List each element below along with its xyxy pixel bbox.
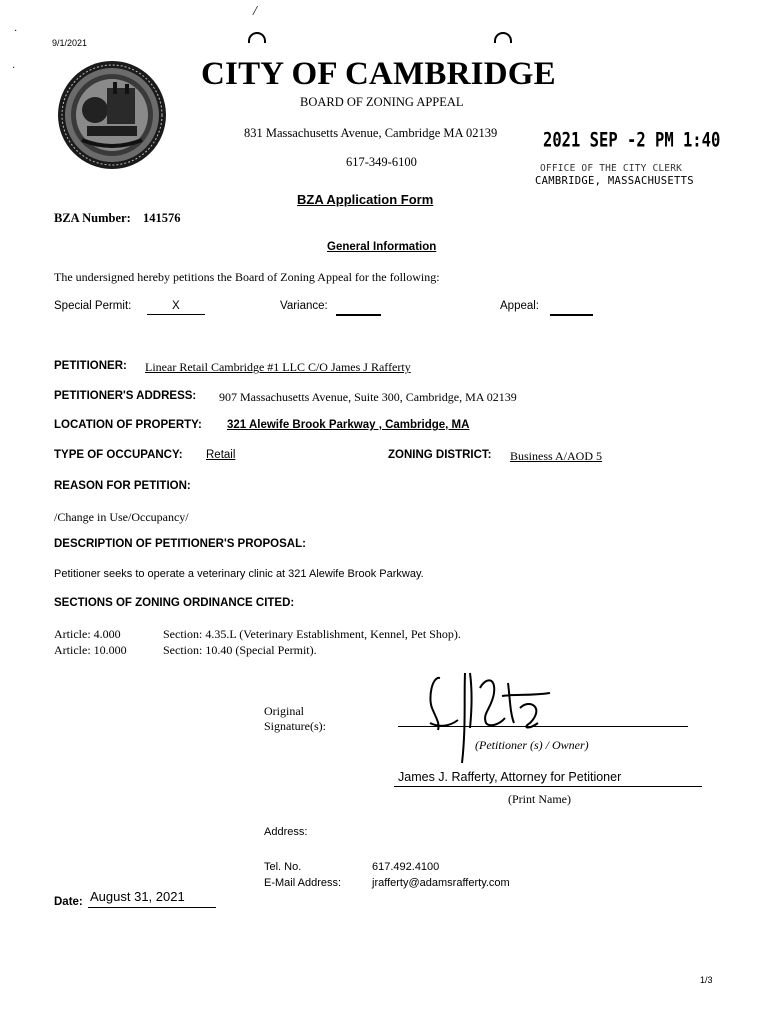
signature-line bbox=[398, 726, 688, 727]
petitioner-label: PETITIONER: bbox=[54, 360, 127, 372]
city-phone: 617-349-6100 bbox=[346, 155, 417, 169]
appeal-label: Appeal: bbox=[500, 300, 540, 312]
email-value: jrafferty@adamsrafferty.com bbox=[372, 877, 510, 889]
board-name: BOARD OF ZONING APPEAL bbox=[300, 95, 464, 109]
address-label: Address: bbox=[264, 826, 308, 838]
section-row-article: Article: 4.000 bbox=[54, 627, 121, 641]
page-number: 1/3 bbox=[700, 975, 713, 985]
city-title: CITY OF CAMBRIDGE bbox=[201, 56, 556, 92]
reason-label: REASON FOR PETITION: bbox=[54, 480, 191, 492]
occupancy-value: Retail bbox=[206, 449, 236, 461]
location-label: LOCATION OF PROPERTY: bbox=[54, 419, 202, 431]
section-row-section: Section: 10.40 (Special Permit). bbox=[163, 643, 317, 657]
scan-tick-right bbox=[494, 32, 512, 43]
petitioner-owner-caption: (Petitioner (s) / Owner) bbox=[475, 738, 589, 752]
proposal-value: Petitioner seeks to operate a veterinary clinic at 321 Alewife Brook Parkway. bbox=[54, 568, 424, 580]
date-line bbox=[88, 907, 216, 908]
city-seal-icon bbox=[57, 60, 167, 170]
variance-label: Variance: bbox=[280, 300, 328, 312]
zoning-district-value: Business A/AOD 5 bbox=[510, 449, 603, 463]
sections-label: SECTIONS OF ZONING ORDINANCE CITED: bbox=[54, 597, 295, 609]
print-name-value: James J. Rafferty, Attorney for Petitioner bbox=[398, 770, 622, 784]
petitioner-address-label: PETITIONER'S ADDRESS: bbox=[54, 390, 197, 402]
clerk-stamp-time: 2021 SEP -2 PM 1:40 bbox=[543, 129, 721, 152]
special-permit-label: Special Permit: bbox=[54, 300, 132, 312]
handwritten-signature-icon bbox=[410, 668, 560, 768]
occupancy-label: TYPE OF OCCUPANCY: bbox=[54, 449, 183, 461]
scan-mark: / bbox=[253, 4, 257, 19]
print-date: 9/1/2021 bbox=[52, 38, 88, 48]
tel-value: 617.492.4100 bbox=[372, 861, 440, 873]
date-value: August 31, 2021 bbox=[90, 889, 185, 904]
date-label: Date: bbox=[54, 896, 83, 908]
petitioner-address-value: 907 Massachusetts Avenue, Suite 300, Cambridge, MA 02139 bbox=[219, 390, 517, 404]
tel-label: Tel. No. bbox=[264, 861, 302, 873]
petition-intro: The undersigned hereby petitions the Board of Zoning Appeal for the following: bbox=[54, 270, 440, 284]
print-name-line bbox=[394, 786, 702, 787]
scan-tick-left bbox=[248, 32, 266, 43]
bza-number-value: 141576 bbox=[143, 211, 181, 225]
print-name-caption: (Print Name) bbox=[508, 792, 571, 806]
special-permit-value: X bbox=[172, 300, 180, 312]
form-title: BZA Application Form bbox=[297, 192, 434, 207]
appeal-blank bbox=[550, 314, 593, 316]
clerk-stamp-office-2: CAMBRIDGE, MASSACHUSETTS bbox=[535, 175, 694, 187]
email-label: E-Mail Address: bbox=[264, 877, 342, 889]
original-signature-label: Original bbox=[264, 704, 304, 718]
petitioner-value: Linear Retail Cambridge #1 LLC C/O James J Rafferty bbox=[145, 360, 411, 374]
section-row-section: Section: 4.35.L (Veterinary Establishment, Kennel, Pet Shop). bbox=[163, 627, 461, 641]
original-signature-label-2: Signature(s): bbox=[264, 719, 326, 733]
bza-number-label: BZA Number: bbox=[54, 211, 131, 225]
clerk-stamp-office-1: OFFICE OF THE CITY CLERK bbox=[540, 163, 683, 174]
scan-dot: · bbox=[14, 26, 18, 37]
general-info-title: General Information bbox=[327, 241, 437, 253]
reason-value: /Change in Use/Occupancy/ bbox=[54, 510, 189, 524]
scan-dot-2: · bbox=[12, 63, 16, 74]
location-value: 321 Alewife Brook Parkway , Cambridge, MA bbox=[227, 419, 470, 431]
zoning-district-label: ZONING DISTRICT: bbox=[388, 449, 492, 461]
variance-blank bbox=[336, 314, 381, 316]
city-address: 831 Massachusetts Avenue, Cambridge MA 02139 bbox=[244, 126, 498, 140]
special-permit-blank bbox=[147, 314, 205, 315]
section-row-article: Article: 10.000 bbox=[54, 643, 127, 657]
proposal-label: DESCRIPTION OF PETITIONER'S PROPOSAL: bbox=[54, 538, 306, 550]
